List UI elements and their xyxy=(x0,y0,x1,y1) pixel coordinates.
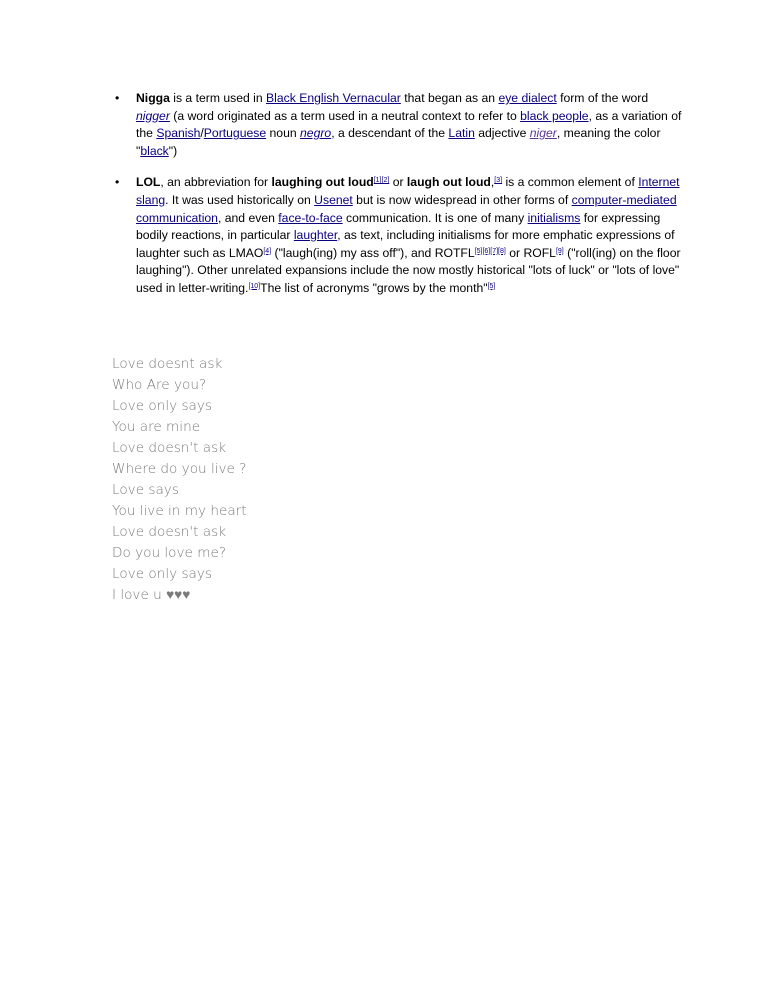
poem-line: Love doesnt ask xyxy=(112,356,223,372)
text-run: but is now widespread in other forms of xyxy=(352,192,572,207)
poem-line: I love u ♥♥♥ xyxy=(112,587,191,603)
poem-line: Do you love me? xyxy=(112,545,227,561)
citation-ref xyxy=(556,248,564,255)
text-run: or ROFL xyxy=(505,245,556,260)
text-run: , a descendant of the xyxy=(331,126,449,141)
citation-ref xyxy=(248,283,260,290)
wiki-link[interactable]: black xyxy=(140,143,169,158)
wiki-link[interactable]: Spanish xyxy=(156,126,201,141)
citation-ref xyxy=(498,248,506,255)
wiki-link[interactable]: laughter xyxy=(293,228,338,243)
bold-term: LOL xyxy=(136,175,161,190)
text-run: . It was used historically on xyxy=(165,192,315,207)
citation-link[interactable]: [2] xyxy=(381,177,390,185)
text-run: , meaning the color " xyxy=(136,126,661,158)
wiki-link[interactable]: negro xyxy=(300,126,332,141)
text-run: , xyxy=(490,175,495,190)
poem-line: Love only says xyxy=(112,398,212,414)
poem-line: Love only says xyxy=(112,566,212,582)
text-run: / xyxy=(200,126,204,141)
wiki-link[interactable]: Usenet xyxy=(314,192,353,207)
poem xyxy=(112,354,247,606)
text-run: , as a variation of the xyxy=(136,108,682,141)
poem-line: Who Are you? xyxy=(112,377,207,393)
citation-link[interactable]: [9] xyxy=(555,247,564,255)
text-run: (a word originated as a term used in a neutral context to refer to xyxy=(169,108,521,123)
bold-term: laughing out loud xyxy=(271,175,374,190)
bullet-paragraph xyxy=(136,175,681,295)
citation-link[interactable]: [6] xyxy=(482,247,491,255)
wiki-link[interactable]: nigger xyxy=(136,108,170,123)
bullet-dot-icon: • xyxy=(115,91,120,105)
bold-term: laugh out loud xyxy=(406,175,491,190)
wiki-link[interactable]: initialisms xyxy=(527,210,581,225)
bullet-item-lol xyxy=(112,174,684,297)
text-run: or xyxy=(389,175,407,190)
text-run: is a term used in xyxy=(169,91,267,105)
poem-line: Love doesn't ask xyxy=(112,524,227,540)
poem-line: Where do you live ? xyxy=(112,461,247,477)
text-run: , and even xyxy=(217,210,279,225)
text-run: The list of acronyms "grows by the month" xyxy=(260,280,488,295)
text-run: , an abbreviation for xyxy=(160,175,272,190)
citation-link[interactable]: [8] xyxy=(498,247,506,255)
text-run: noun xyxy=(266,126,301,141)
citation-link[interactable]: [10] xyxy=(248,282,261,290)
citation-ref xyxy=(374,177,382,184)
text-run: ("laugh(ing) my ass off"), and ROTFL xyxy=(271,245,475,260)
bullet-item-nigga xyxy=(112,90,684,160)
text-run: that began as an xyxy=(400,91,499,105)
text-run: ("roll(ing) on the floor laughing"). Other unrelated expansions include the now mostly historical "lots of luck" or "lots of love" used in letter-writing. xyxy=(136,245,681,295)
text-run: for expressing bodily reactions, in particular xyxy=(136,210,661,243)
bullet-list xyxy=(112,90,684,298)
bullet-dot-icon: • xyxy=(115,175,120,190)
wiki-link[interactable]: Black English Vernacular xyxy=(266,91,401,105)
citation-link[interactable]: [5] xyxy=(474,247,483,255)
citation-link[interactable]: [7] xyxy=(490,247,499,255)
text-run: form of the word xyxy=(556,91,649,105)
bold-term: Nigga xyxy=(136,91,170,105)
wiki-link[interactable]: Latin xyxy=(448,126,475,141)
bullet-paragraph xyxy=(136,91,681,158)
poem-line: Love says xyxy=(112,482,179,498)
wiki-link[interactable]: computer-mediated communication xyxy=(136,192,677,225)
citation-ref xyxy=(494,177,502,184)
text-run: adjective xyxy=(474,126,530,141)
poem-line: You live in my heart xyxy=(112,503,247,519)
citation-link[interactable]: [1] xyxy=(373,177,382,185)
poem-line: You are mine xyxy=(112,419,201,435)
wiki-link[interactable]: niger xyxy=(529,126,557,141)
poem-line: Love doesn't ask xyxy=(112,440,227,456)
wiki-link[interactable]: Portuguese xyxy=(203,126,267,141)
wiki-link[interactable]: eye dialect xyxy=(498,91,557,105)
citation-ref xyxy=(263,248,271,255)
wiki-link[interactable]: Internet slang xyxy=(136,175,680,207)
wiki-link[interactable]: black people xyxy=(520,108,589,123)
text-run: communication. It is one of many xyxy=(342,210,528,225)
text-run: ") xyxy=(168,143,178,158)
citation-link[interactable]: [5] xyxy=(487,282,496,290)
text-run: , as text, including initialisms for more emphatic expressions of laughter such as LMAO xyxy=(136,228,675,260)
text-run: is a common element of xyxy=(502,175,639,190)
citation-ref xyxy=(490,248,498,255)
wiki-link[interactable]: face-to-face xyxy=(278,210,343,225)
citation-ref xyxy=(488,283,496,290)
citation-link[interactable]: [4] xyxy=(263,247,272,255)
citation-link[interactable]: [3] xyxy=(494,177,503,185)
